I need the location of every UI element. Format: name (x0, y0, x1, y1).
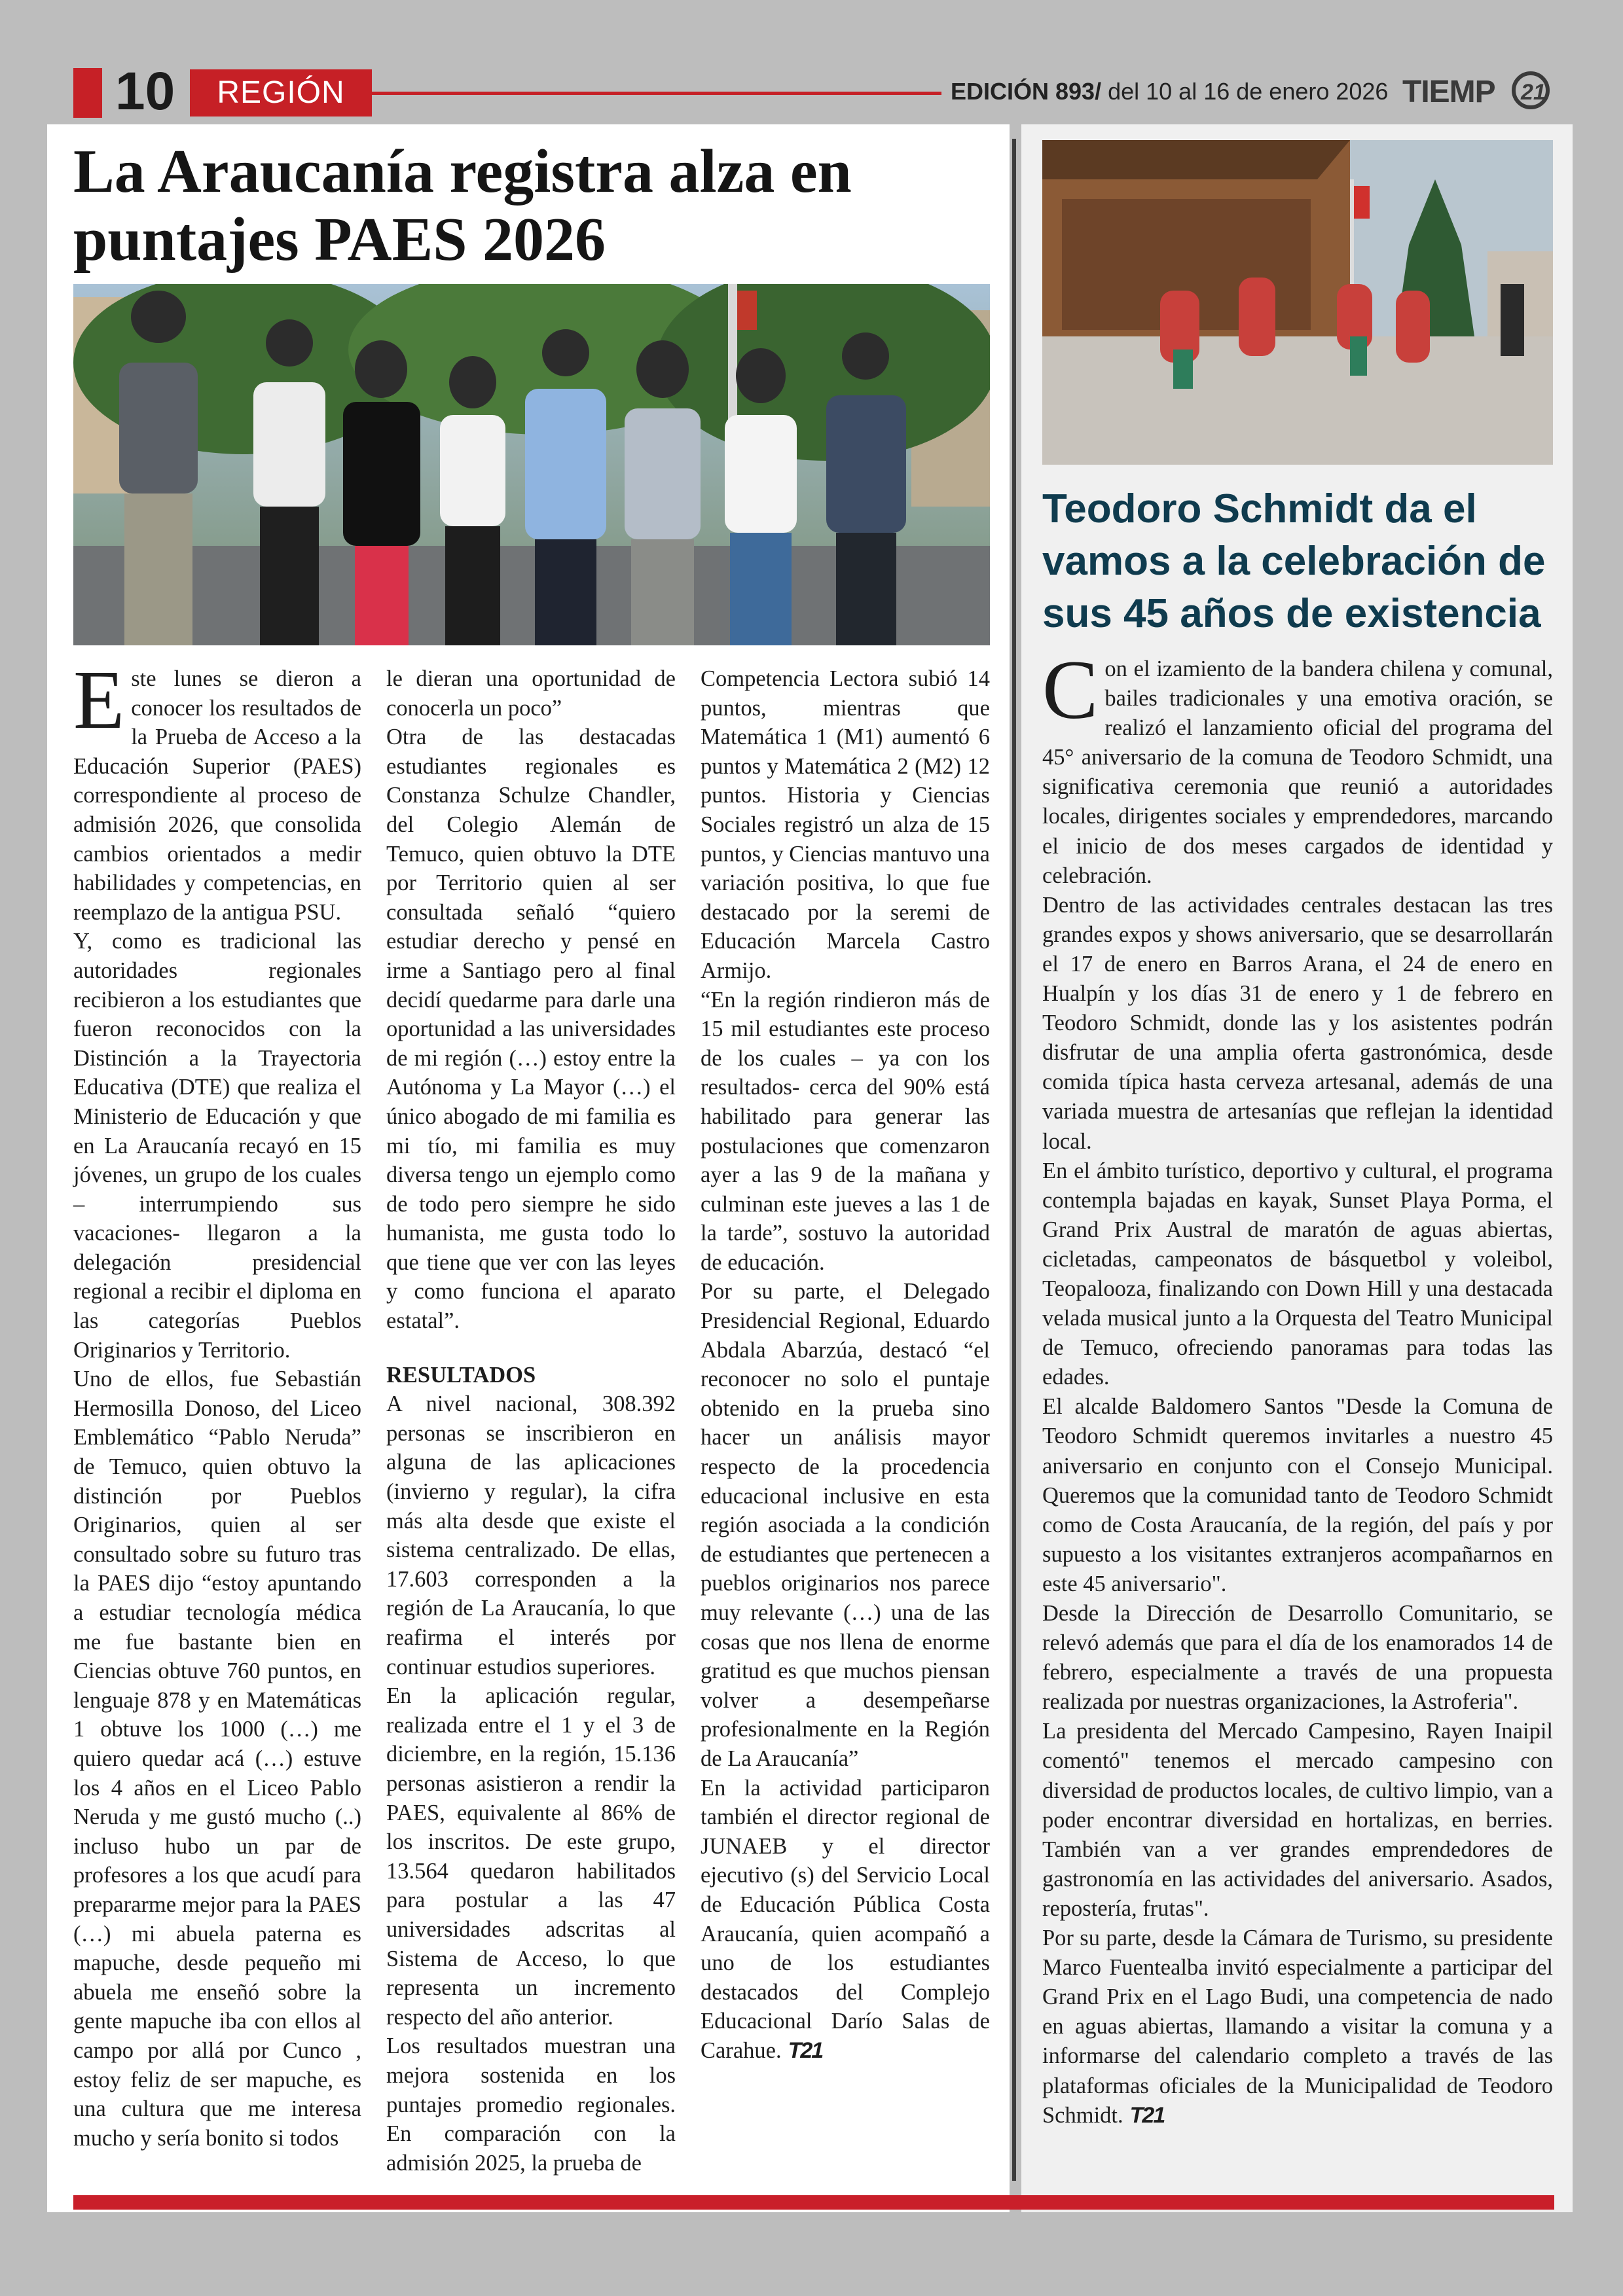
paragraph: En la aplicación regular, realizada entre el 1 y el 3 de diciembre, en la región, 15.136 personas asistieron a rendir la PAES, equivalente al 86% de los inscritos. De este grupo, 13.564 quedaron habilitados para postular a las 47 universidades adscritas al Sistema de Acceso, lo que representa un incremento respecto del año anterior. (386, 1683, 676, 2030)
paragraph: le dieran una oportunidad de conocerla un poco” (386, 666, 676, 721)
main-article-column-3 (701, 664, 990, 2066)
end-mark-logo: T21 (1129, 2102, 1165, 2128)
paragraph: Uno de ellos, fue Sebastián Hermosilla Donoso, del Liceo Emblemático “Pablo Neruda” de Temuco, quien obtuvo la distinción por Pueblos Originarios, quien al ser consultado sobre su futuro tras la PAES dijo “estoy apuntando a estudiar tecnología médica me fue bastante bien en Ciencias obtuve 760 puntos, en lenguaje 878 y en Matemáticas 1 obtuve los 1000 (…) me quiero quedar acá (…) estuve los 4 años en el Liceo Pablo Neruda y me gustó mucho (..) incluso hubo un par de profesores a los que acudí para prepararme mejor para la PAES (…) mi abuela paterna es mapuche, desde pequeño mi abuela me enseñó sobre la gente mapuche iba con ellos al campo por allá por Cunco , estoy feliz de ser mapuche, es una cultura que me interesa mucho y sería bonito si todos (73, 1367, 361, 2151)
page-number-accent (73, 68, 102, 118)
paragraph: Otra de las destacadas estudiantes regionales es Constanza Schulze Chandler, del Colegio Alemán de Temuco, quien obtuvo la DTE por Territorio quien al ser consultada señaló “quiero estudiar derecho y pensé en irme a Santiago pero al final decidí quedarme para darle una oportunidad a las universidades de mi región (…) estoy entre la Autónoma y La Mayor (…) el único abogado de mi familia es mi tío, mi familia es muy diversa tengo un ejemplo como de todo pero siempre he sido humanista, me gusta todo lo que tiene que ver con las leyes y como funciona el aparato estatal”. (386, 725, 676, 1334)
paragraph-text: En la actividad participaron también el director regional de JUNAEB y el director ejecutivo (s) del Servicio Local de Educación Pública Costa Araucanía, quien acompañó a uno de los estudiantes destacados del Complejo Educacional Darío Salas de Carahue. (701, 1775, 990, 2063)
paragraph (1042, 1924, 1553, 2130)
svg-text:TIEMP: TIEMP (1402, 75, 1495, 109)
main-article-column-1 (73, 653, 361, 2153)
paragraph: “En la región rindieron más de 15 mil estudiantes este proceso de los cuales – ya con los resultados- cerca del 90% está habilitado para generar las postulaciones que comenzaron ayer a las 9 de la mañana y culminan este jueves a las 1 de la tarde”, sostuvo la autoridad de educación. (701, 987, 990, 1275)
footer-rule (73, 2195, 1554, 2210)
dance-celebration-photo (1042, 140, 1553, 465)
edition-info (951, 76, 1388, 107)
main-headline: La Araucanía registra alza en puntajes PAES 2026 (73, 137, 852, 274)
svg-text:21: 21 (1521, 80, 1546, 105)
paragraph: El alcalde Baldomero Santos "Desde la Comuna de Teodoro Schmidt queremos invitarles a nuestro 45 aniversario en conjunto con el Consejo Municipal. Queremos que la comunidad tanto de Teodoro Schmidt como de Costa Araucanía, de la región, del país y por supuesto a los visitantes extranjeros acompañarnos en este 45 aniversario". (1042, 1394, 1553, 1596)
edition-number: EDICIÓN 893/ (951, 78, 1102, 105)
page-number: 10 (115, 62, 175, 121)
drop-cap: E (73, 653, 125, 746)
masthead-rule (372, 92, 941, 95)
edition-dates: del 10 al 16 de enero 2026 (1101, 78, 1389, 105)
side-article-body (1042, 643, 1553, 2130)
side-headline: Teodoro Schmidt da el vamos a la celebración de sus 45 años de existencia (1042, 486, 1546, 636)
section-label: REGIÓN (190, 69, 372, 117)
paragraph-text: ste lunes se dieron a conocer los resultados de la Prueba de Acceso a la Educación Superior (PAES) correspondiente al proceso de admisión 2026, que consolida cambios orientados a medir habilidades y competencias, en reemplazo de la antigua PSU. (73, 666, 361, 925)
paragraph: Desde la Dirección de Desarrollo Comunitario, se relevó además que para el día de los enamorados 14 de febrero, especialmente a través de una propuesta realizada por nuestras organizaciones, la Astroferia". (1042, 1601, 1553, 1715)
tiempo21-logo (1402, 68, 1552, 114)
end-mark-logo: T21 (788, 2037, 823, 2063)
paragraph: Dentro de las actividades centrales destacan las tres grandes expos y shows aniversario, que se desarrollarán el 17 de enero en Barros Arana, el 24 de enero en Hualpín y los días 31 de enero y 1 de febrero en Teodoro Schmidt, donde las y los asistentes podrán disfrutar de una amplia oferta gastronómica, desde comida típica hasta cerveza artesanal, además de una variada muestra de artesanías que reflejan la identidad local. (1042, 892, 1553, 1154)
paragraph-text: Por su parte, desde la Cámara de Turismo, su presidente Marco Fuentealba invitó especialmente a participar del Grand Prix en el Lago Budi, una competencia de nado en aguas abiertas, llamando a visitar la comuna y a informarse del calendario completo a través de las plataformas oficiales de la Municipalidad de Teodoro Schmidt. (1042, 1926, 1553, 2128)
paragraph: Por su parte, el Delegado Presidencial Regional, Eduardo Abdala Abarzúa, destacó “el reconocer no solo el puntaje obtenido en la prueba sino hacer un análisis mayor respecto de la procedencia educacional inclusive en esta región asociada a la condición de estudiantes que pertenecen a pueblos originarios nos parece muy relevante (…) una de las cosas que nos llena de enorme gratitud es que muchos piensan volver a desempeñarse profesionalmente en la Región de La Araucanía” (701, 1279, 990, 1771)
paragraph-text: on el izamiento de la bandera chilena y comunal, bailes tradicionales y una emotiva oración, se realizó el lanzamiento oficial del programa del 45° aniversario de la comuna de Teodoro Schmidt, una significativa ceremonia que reunió a autoridades locales, dirigentes sociales y emprendedores, marcando el inicio de dos meses cargados de identidad y celebración. (1042, 656, 1553, 888)
column-divider (1012, 139, 1016, 2181)
paragraph: La presidenta del Mercado Campesino, Rayen Inaipil comentó" tenemos el mercado campesino con diversidad de productos locales, de cultivo limpio, van a poder encontrar diversidad en hortalizas, en berries. También van a ver grandes emprendedores de gastronomía en las actividades del aniversario. Asados, repostería, frutas". (1042, 1719, 1553, 1921)
paragraph: Los resultados muestran una mejora sostenida en los puntajes promedio regionales. En comparación con la admisión 2025, la prueba de (386, 2034, 676, 2176)
paragraph: Y, como es tradicional las autoridades regionales recibieron a los estudiantes que fueron reconocidos con la Distinción a la Trayectoria Educativa (DTE) que realiza el Ministerio de Educación y que en La Araucanía recayó en 15 jóvenes, un grupo de los cuales – interrumpiendo sus vacaciones- llegaron a la delegación presidencial regional a recibir el diploma en las categorías Pueblos Originarios y Territorio. (73, 929, 361, 1363)
paragraph (73, 653, 361, 927)
students-group-photo (73, 284, 990, 645)
drop-cap: C (1042, 643, 1099, 736)
paragraph (1042, 643, 1553, 891)
paragraph: A nivel nacional, 308.392 personas se inscribieron en alguna de las aplicaciones (invierno y regular), la cifra más alta desde que existe el sistema centralizado. De ellas, 17.603 corresponden a la región de La Araucanía, lo que reafirma el interés por continuar estudios superiores. (386, 1391, 676, 1679)
paragraph: En el ámbito turístico, deportivo y cultural, el programa contempla bajadas en kayak, Sunset Playa Porma, el Grand Prix Austral de maratón de aguas abiertas, cicletadas, campeonatos de básquetbol y voleibol, Teopalooza, finalizando con Down Hill y una destacada velada musical junto a la Orquesta del Teatro Municipal de Temuco, ofreciendo panoramas para todas las edades. (1042, 1158, 1553, 1390)
main-article-column-2 (386, 664, 676, 2178)
paragraph: Competencia Lectora subió 14 puntos, mientras que Matemática 1 (M1) aumentó 6 puntos y Matemática 2 (M2) 12 puntos. Historia y Ciencias Sociales registró un alza de 15 puntos, y Ciencias mantuvo una variación positiva, lo que fue destacado por la seremi de Educación Marcela Castro Armijo. (701, 666, 990, 983)
paragraph (701, 1774, 990, 2066)
section-subhead: RESULTADOS (386, 1362, 536, 1388)
